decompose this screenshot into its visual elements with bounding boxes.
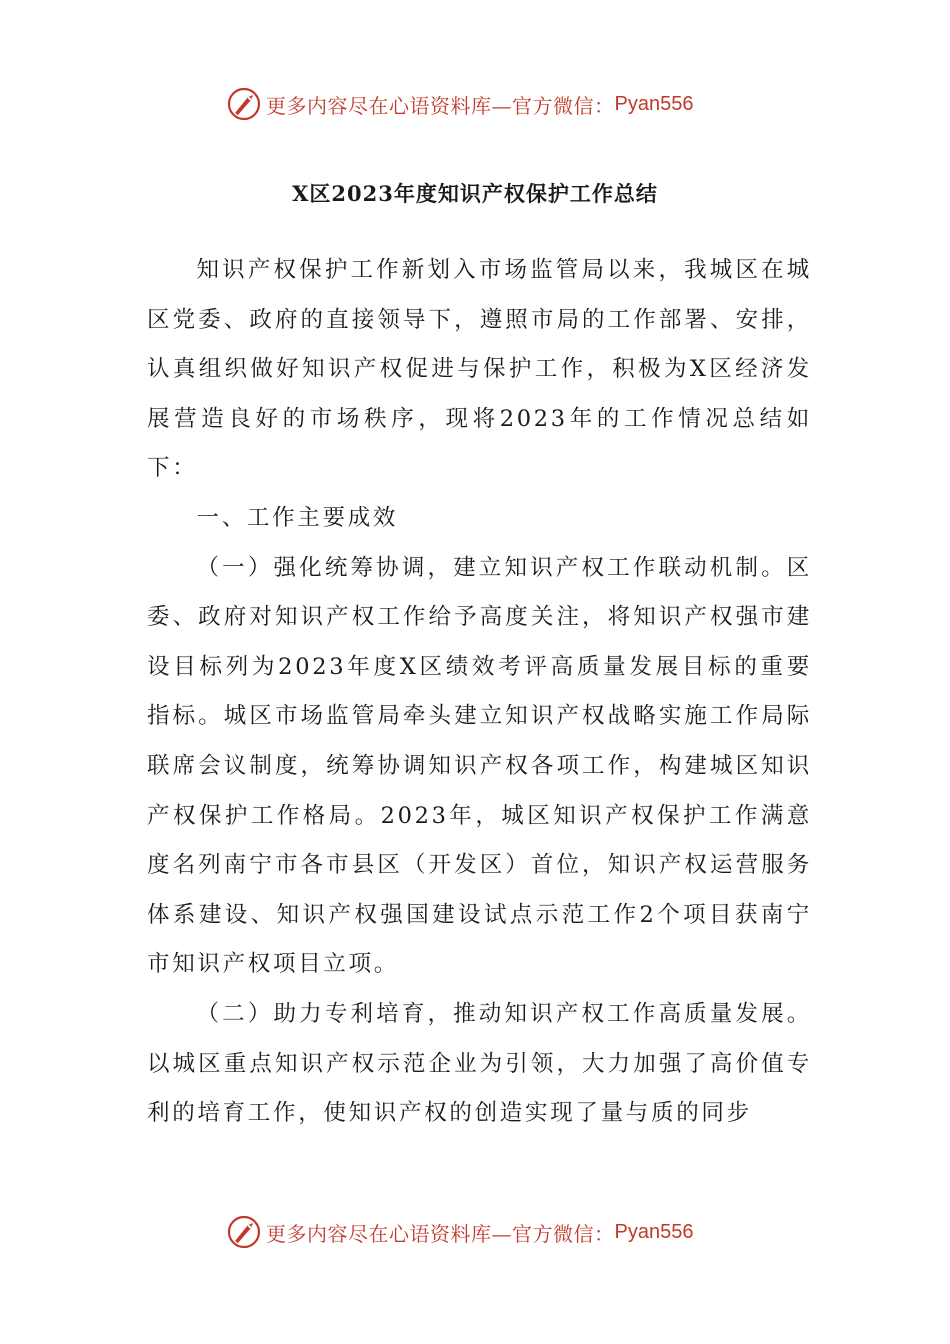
document-body: [147, 246, 812, 1139]
document-title: X区2023年度知识产权保护工作总结: [292, 181, 658, 206]
watermark-wechat-id: Pyan556: [614, 1220, 694, 1243]
subsection-two-paragraph: （二）助力专利培育，推动知识产权工作高质量发展。以城区重点知识产权示范企业为引领，大力加强了高价值专利的培育工作，使知识产权的创造实现了量与质的同步: [147, 1000, 812, 1127]
pen-nib-icon: [226, 1214, 262, 1250]
pen-nib-icon: [226, 86, 262, 122]
watermark-text: 更多内容尽在心语资料库—官方微信：: [266, 93, 615, 118]
intro-paragraph: 知识产权保护工作新划入市场监管局以来，我城区在城区党委、政府的直接领导下，遵照市局的工作部署、安排，认真组织做好知识产权促进与保护工作，积极为X区经济发展营造良好的市场秩序，现将2023年的工作情况总结如下：: [147, 257, 812, 482]
watermark-banner-top: [226, 84, 746, 124]
watermark-text: 更多内容尽在心语资料库—官方微信：: [266, 1221, 615, 1246]
subsection-one-paragraph: （一）强化统筹协调，建立知识产权工作联动机制。区委、政府对知识产权工作给予高度关注，将知识产权强市建设目标列为2023年度X区绩效考评高质量发展目标的重要指标。城区市场监管局牵头建立知识产权战略实施工作局际联席会议制度，统筹协调知识产权各项工作，构建城区知识产权保护工作格局。2023年，城区知识产权保护工作满意度名列南宁市各市县区（开发区）首位，知识产权运营服务体系建设、知识产权强国建设试点示范工作2个项目获南宁市知识产权项目立项。: [147, 554, 812, 978]
watermark-banner-bottom: [226, 1212, 746, 1252]
section-heading: 一、工作主要成效: [196, 504, 399, 531]
watermark-wechat-id: Pyan556: [614, 92, 694, 115]
